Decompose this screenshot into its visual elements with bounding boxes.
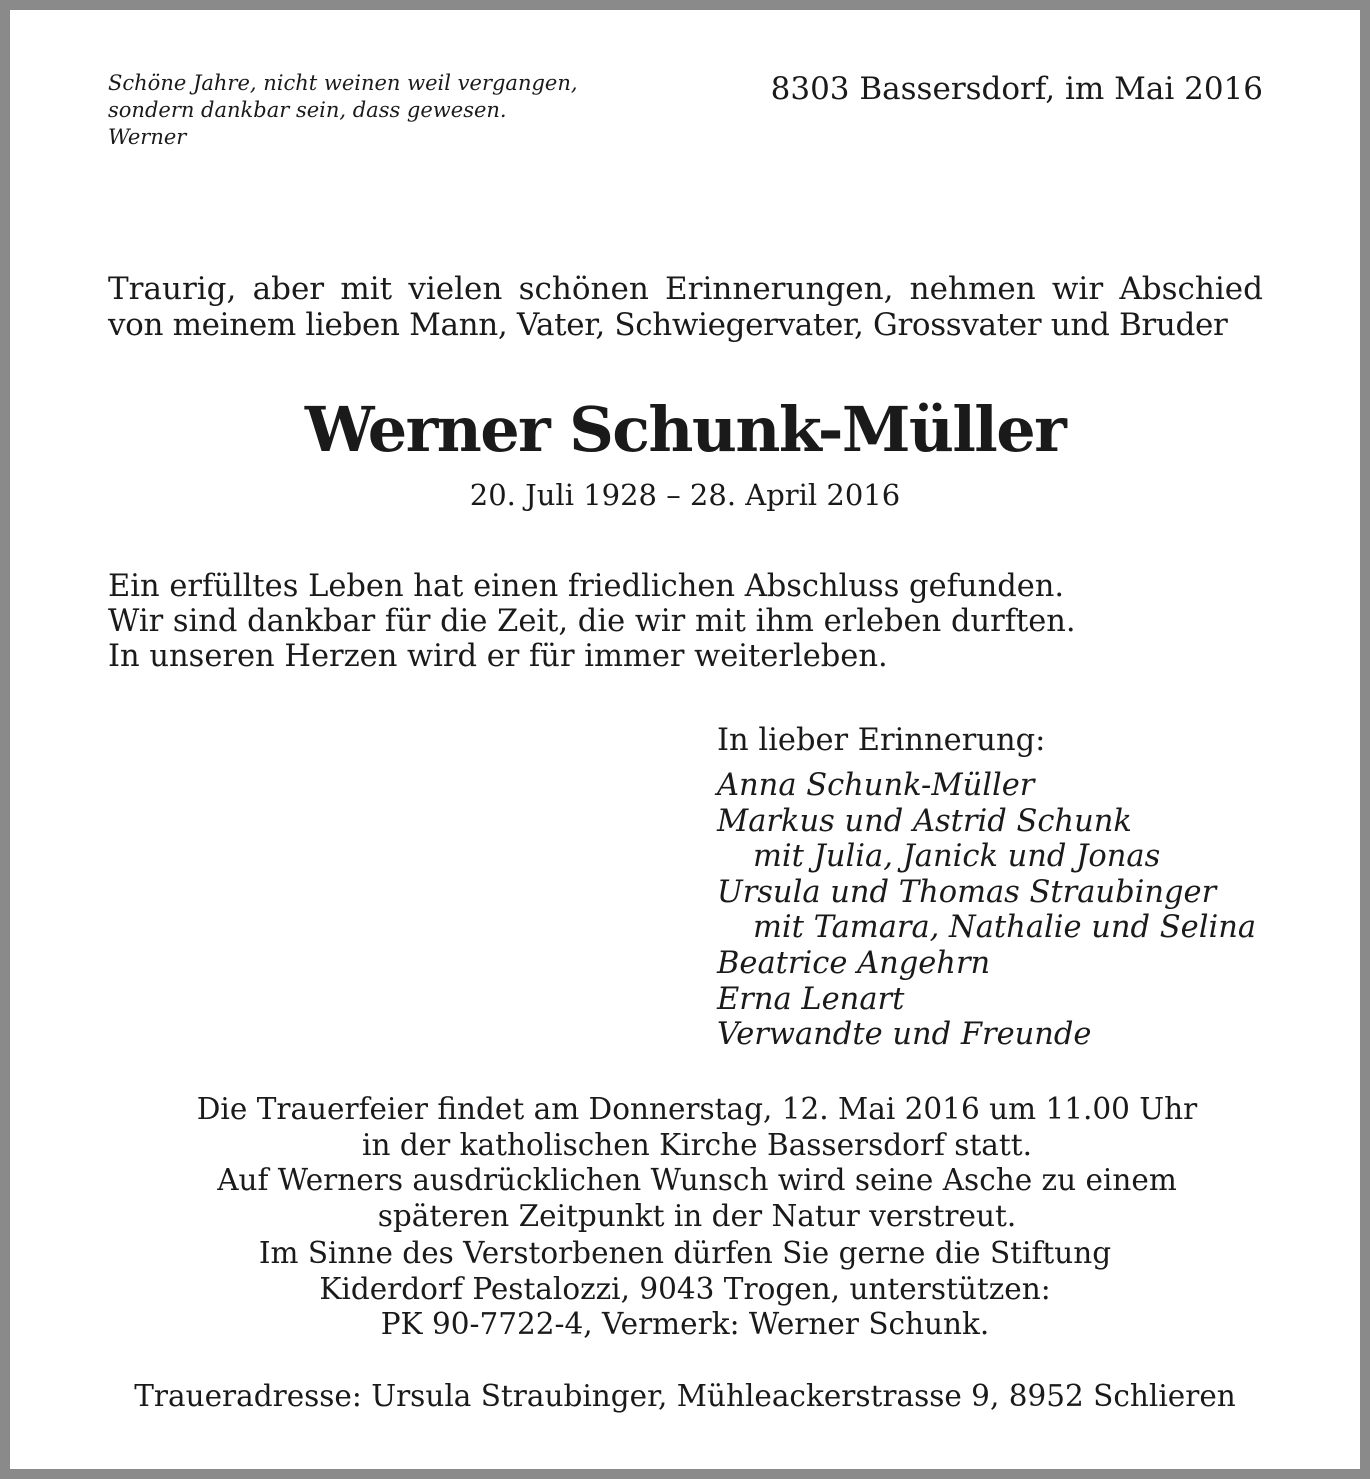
deceased-name: Werner Schunk-Müller xyxy=(304,393,1066,466)
service-line: Auf Werners ausdrücklichen Wunsch wird seine Asche zu einem xyxy=(217,1163,1177,1197)
intro-text xyxy=(108,271,1263,343)
intro-line: von meinem lieben Mann, Vater, Schwiegervater, Grossvater und Bruder xyxy=(108,307,1228,343)
mourner-name: Ursula und Thomas Straubinger xyxy=(717,874,1217,910)
motto-quote xyxy=(108,70,578,151)
service-line: Die Trauerfeier findet am Donnerstag, 12. Mai 2016 um 11.00 Uhr xyxy=(196,1092,1198,1126)
donation-line: PK 90-7722-4, Vermerk: Werner Schunk. xyxy=(380,1307,990,1341)
motto-line: Schöne Jahre, nicht weinen weil vergangen, xyxy=(108,71,578,95)
mourners-list xyxy=(717,768,1256,1053)
donation-line: Im Sinne des Verstorbenen dürfen Sie gerne die Stiftung xyxy=(258,1236,1112,1270)
mourner-name: mit Julia, Janick und Jonas xyxy=(753,839,1161,875)
summary-line: Wir sind dankbar für die Zeit, die wir mit ihm erleben durften. xyxy=(108,604,1076,639)
mourner-name: Erna Lenart xyxy=(717,981,905,1017)
motto-line: sondern dankbar sein, dass gewesen. xyxy=(108,98,507,122)
motto-signature: Werner xyxy=(108,125,187,149)
life-dates: 20. Juli 1928 – 28. April 2016 xyxy=(469,478,901,512)
mourner-name: Beatrice Angehrn xyxy=(717,945,991,981)
donation-line: Kiderdorf Pestalozzi, 9043 Trogen, unterstützen: xyxy=(319,1271,1051,1306)
service-line: in der katholischen Kirche Bassersdorf statt. xyxy=(362,1127,1032,1162)
service-line: späteren Zeitpunkt in der Natur verstreut. xyxy=(377,1198,1017,1233)
mourner-name: mit Tamara, Nathalie und Selina xyxy=(753,910,1257,946)
service-info xyxy=(10,1092,1370,1234)
place-date: 8303 Bassersdorf, im Mai 2016 xyxy=(770,71,1263,107)
summary-text xyxy=(108,569,1076,674)
donation-info xyxy=(10,1236,1360,1343)
memory-heading: In lieber Erinnerung: xyxy=(717,723,1046,758)
mourner-name: Anna Schunk-Müller xyxy=(717,768,1035,803)
mourner-name: Markus und Astrid Schunk xyxy=(717,803,1132,839)
mourning-address: Traueradresse: Ursula Straubinger, Mühleackerstrasse 9, 8952 Schlieren xyxy=(134,1379,1236,1413)
obituary-notice xyxy=(10,10,1360,1469)
intro-line: Traurig, aber mit vielen schönen Erinnerungen, nehmen wir Abschied xyxy=(108,271,1263,307)
mourner-name: Verwandte und Freunde xyxy=(717,1017,1092,1053)
summary-line: Ein erfülltes Leben hat einen friedlichen Abschluss gefunden. xyxy=(108,569,1065,604)
summary-line: In unseren Herzen wird er für immer weiterleben. xyxy=(108,639,888,674)
